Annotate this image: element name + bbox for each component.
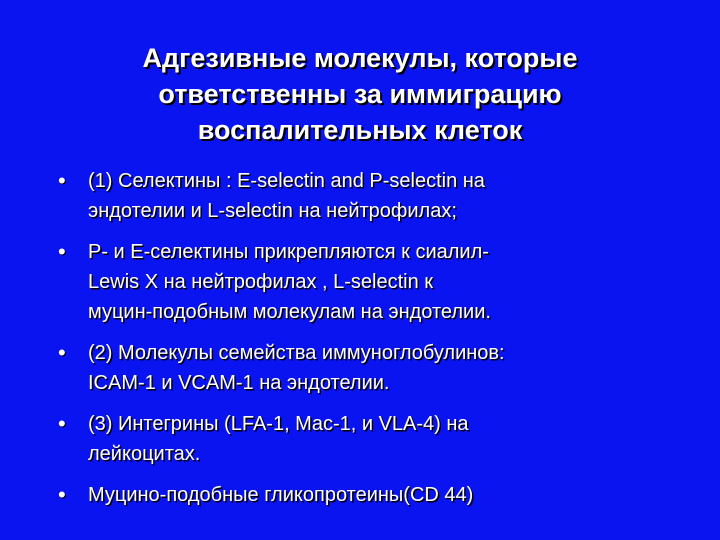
- bullet-item: [58, 166, 678, 226]
- bullet-item: [58, 480, 678, 510]
- bullet-text-line: ICAM-1 и VCAM-1 на эндотелии.: [88, 372, 390, 394]
- bullet-item: [58, 338, 678, 398]
- bullet-text-line: Lewis X на нейтрофилах , L-selectin к: [88, 271, 434, 293]
- bullet-item: [58, 409, 678, 469]
- bullet-dot-icon: •: [58, 411, 66, 436]
- bullet-text-line: Муцино-подобные гликопротеины(CD 44): [88, 484, 474, 506]
- slide-title: [70, 40, 650, 148]
- bullet-item: [58, 237, 678, 327]
- title-line: воспалительных клеток: [197, 115, 523, 145]
- bullet-text-line: (3) Интегрины (LFA-1, Mac-1, и VLA-4) на: [88, 413, 469, 435]
- bullet-dot-icon: •: [58, 340, 66, 365]
- bullet-text-line: муцин-подобным молекулам на эндотелии.: [88, 301, 491, 323]
- bullet-dot-icon: •: [58, 168, 66, 193]
- bullet-text-line: эндотелии и L-selectin на нейтрофилах;: [88, 200, 457, 222]
- bullet-text-line: лейкоцитах.: [88, 443, 201, 465]
- bullet-text-line: (1) Селектины : E-selectin and P-selectin на: [88, 170, 485, 192]
- bullet-list: [58, 166, 678, 521]
- bullet-text-line: (2) Молекулы семейства иммуноглобулинов:: [88, 342, 505, 364]
- bullet-dot-icon: •: [58, 239, 66, 264]
- title-line: ответственны за иммиграцию: [158, 79, 562, 109]
- bullet-text-line: P- и E-селектины прикрепляются к сиалил-: [88, 241, 489, 263]
- title-line: Адгезивные молекулы, которые: [142, 43, 578, 73]
- bullet-dot-icon: •: [58, 482, 66, 507]
